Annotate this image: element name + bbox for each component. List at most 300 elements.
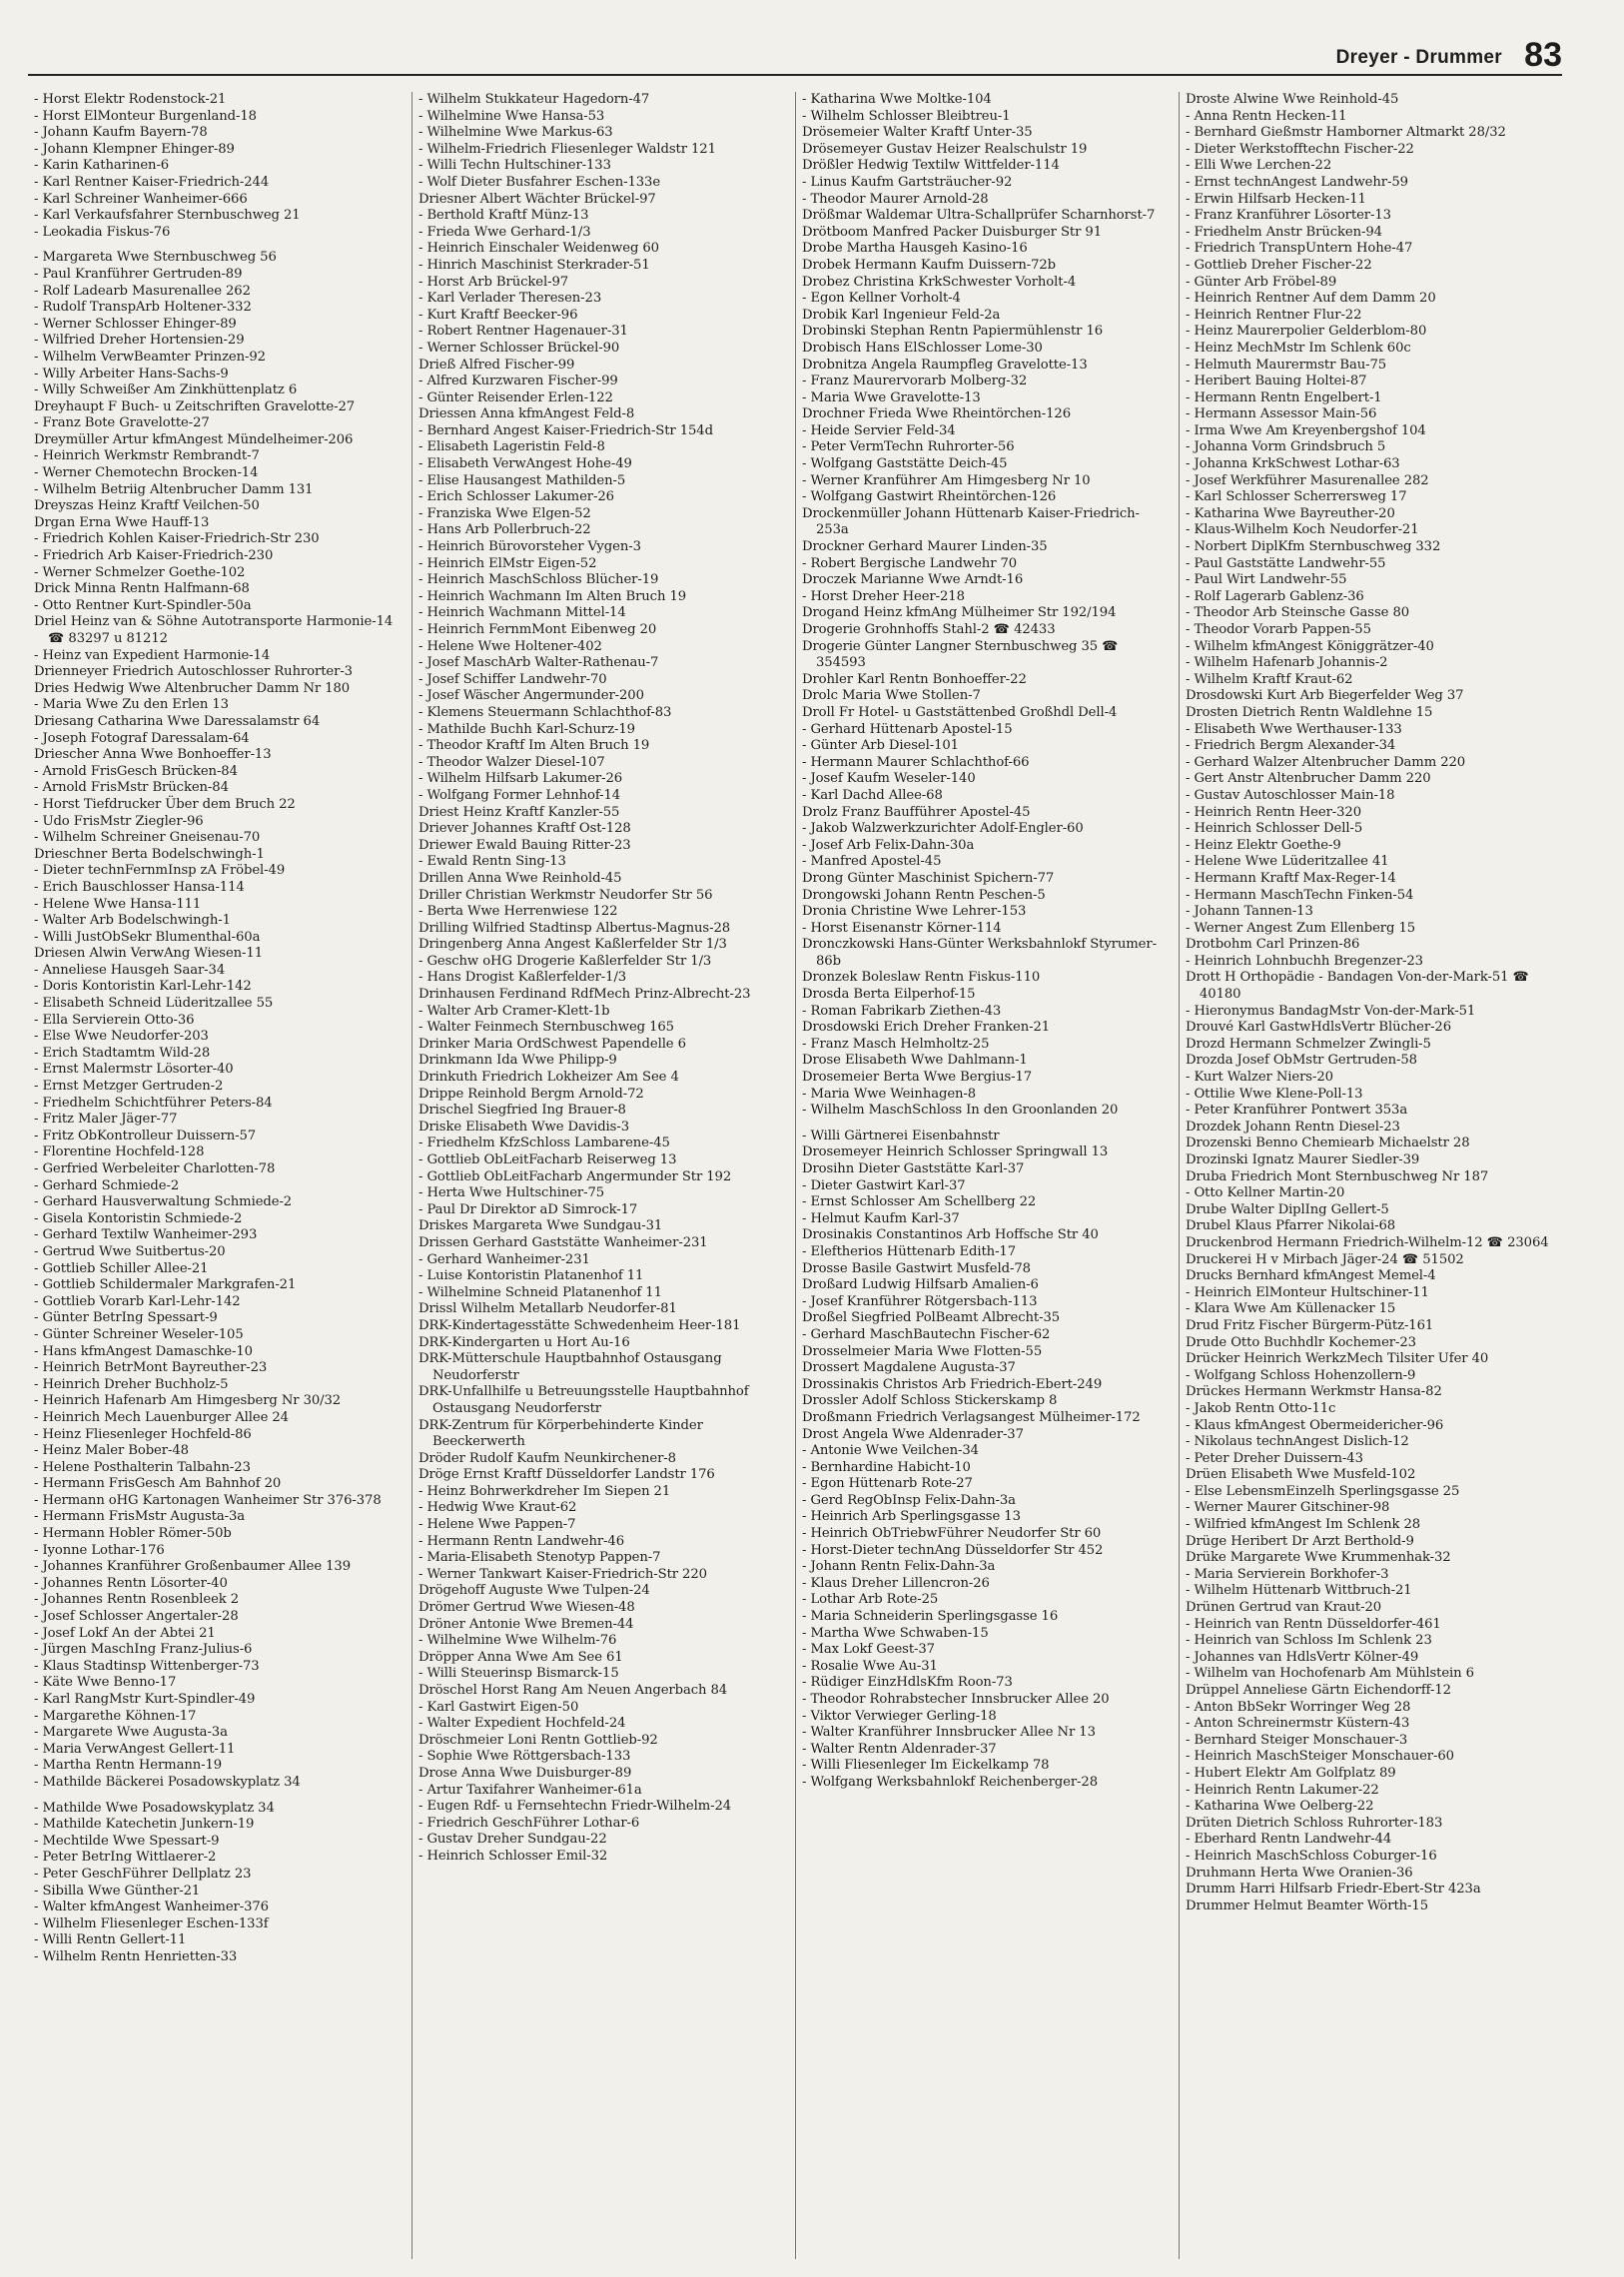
- directory-entry: - Gustav Autoschlosser Main-18: [1186, 787, 1395, 803]
- directory-entry: - Johanna Vorm Grindsbruch 5: [1186, 439, 1386, 455]
- directory-entry: Driller Christian Werkmstr Neudorfer Str 56: [418, 887, 713, 903]
- directory-entry: - Friedrich Arb Kaiser-Friedrich-230: [34, 548, 274, 564]
- directory-entry: - Josef Lokf An der Abtei 21: [34, 1625, 216, 1641]
- directory-entry: - Hermann FrisMstr Augusta-3a: [34, 1509, 245, 1525]
- directory-entry: - Rolf Lagerarb Gablenz-36: [1186, 588, 1364, 604]
- directory-entry: - Wolfgang Former Lehnhof-14: [418, 787, 621, 803]
- directory-entry: - Helmuth Maurermstr Bau-75: [1186, 357, 1387, 373]
- directory-entry: Driesen Alwin VerwAng Wiesen-11: [34, 946, 263, 962]
- directory-entry: Droste Alwine Wwe Reinhold-45: [1186, 92, 1399, 107]
- directory-entry: Dreymüller Artur kfmAngest Mündelheimer-206: [34, 431, 354, 447]
- directory-entry: Dronzek Boleslaw Rentn Fiskus-110: [802, 970, 1041, 986]
- directory-entry: - Heinrich Arb Sperlingsgasse 13: [802, 1509, 1021, 1525]
- directory-entry: Driske Elisabeth Wwe Davidis-3: [418, 1119, 629, 1135]
- directory-entry: - Heinrich Dreher Buchholz-5: [34, 1376, 229, 1392]
- directory-entry: Dronia Christine Wwe Lehrer-153: [802, 904, 1027, 920]
- directory-entry: - Heinrich MaschSchloss Coburger-16: [1186, 1848, 1437, 1864]
- directory-entry: Droßel Siegfried PolBeamt Albrecht-35: [802, 1310, 1061, 1326]
- directory-entry: - Roman Fabrikarb Ziethen-43: [802, 1003, 1002, 1019]
- directory-entry: Dröner Antonie Wwe Bremen-44: [418, 1616, 634, 1632]
- directory-entry: Driest Heinz Kraftf Kanzler-55: [418, 804, 620, 820]
- directory-entry: Drockenmüller Johann Hüttenarb Kaiser-Friedrich-253a: [802, 505, 1140, 538]
- directory-entry: - Elisabeth Lageristin Feld-8: [418, 439, 605, 455]
- directory-entry: Drobez Christina KrkSchwester Vorholt-4: [802, 274, 1077, 290]
- directory-entry: - Käte Wwe Benno-17: [34, 1675, 177, 1691]
- directory-entry: - Frieda Wwe Gerhard-1/3: [418, 224, 591, 240]
- directory-entry: Drogerie Günter Langner Sternbuschweg 35 ☎ 354593: [802, 638, 1119, 671]
- directory-entry: Drouvé Karl GastwHdlsVertr Blücher-26: [1186, 1020, 1452, 1036]
- directory-entry: Drosse Basile Gastwirt Musfeld-78: [802, 1260, 1031, 1276]
- directory-entry: - Gottlieb ObLeitFacharb Reiserweg 13: [418, 1152, 677, 1167]
- directory-entry: - Johannes Kranführer Großenbaumer Allee 139: [34, 1559, 351, 1575]
- directory-entry: Driskes Margareta Wwe Sundgau-31: [418, 1218, 663, 1234]
- directory-entry: - Iyonne Lothar-176: [34, 1542, 165, 1558]
- directory-entry: - Heinrich ObTriebwFührer Neudorfer Str 60: [802, 1526, 1102, 1542]
- directory-entry: - Josef MaschArb Walter-Rathenau-7: [418, 655, 659, 671]
- directory-entry: - Walter Kranführer Innsbrucker Allee Nr 13: [802, 1725, 1096, 1741]
- directory-entry: - Wilhelm MaschSchloss In den Groonlanden 20: [802, 1103, 1119, 1119]
- directory-entry: - Walter Arb Cramer-Klett-1b: [418, 1003, 610, 1019]
- directory-entry: - Johannes Rentn Rosenbleek 2: [34, 1592, 240, 1608]
- directory-entry: Drobnitza Angela Raumpfleg Gravelotte-13: [802, 357, 1088, 373]
- directory-entry: - Wolfgang Schloss Hohenzollern-9: [1186, 1367, 1416, 1383]
- directory-entry: - Theodor Kraftf Im Alten Bruch 19: [418, 738, 650, 754]
- directory-entry: - Klaus kfmAngest Obermeidericher-96: [1186, 1417, 1444, 1433]
- directory-column-1: [28, 92, 411, 2259]
- directory-entry: - Jakob Rentn Otto-11c: [1186, 1400, 1336, 1416]
- directory-entry: Dronczkowski Hans-Günter Werksbahnlokf Styrumer-86b: [802, 937, 1157, 969]
- directory-entry: - Wolfgang Gastwirt Rheintörchen-126: [802, 489, 1057, 505]
- directory-entry: Drüten Dietrich Schloss Ruhrorter-183: [1186, 1815, 1443, 1831]
- directory-entry: - Wilhelm Schlosser Bleibtreu-1: [802, 108, 1011, 124]
- directory-entry: Drosihn Dieter Gaststätte Karl-37: [802, 1161, 1025, 1176]
- directory-entry: - Alfred Kurzwaren Fischer-99: [418, 374, 618, 389]
- directory-entry: Drossler Adolf Schloss Stickerskamp 8: [802, 1393, 1058, 1409]
- directory-entry: - Karl RangMstr Kurt-Spindler-49: [34, 1692, 256, 1707]
- directory-entry: Dröge Ernst Kraftf Düsseldorfer Landstr 176: [418, 1467, 715, 1483]
- directory-entry: - Jürgen MaschIng Franz-Julius-6: [34, 1642, 253, 1658]
- directory-entry: - Anton Schreinermstr Küstern-43: [1186, 1716, 1410, 1732]
- directory-entry: Driel Heinz van & Söhne Autotransporte Harmonie-14 ☎ 83297 u 81212: [34, 614, 394, 646]
- directory-entry: - Wilhelm Rentn Henrietten-33: [34, 1948, 238, 1964]
- directory-entry: - Wilhelm Betriig Altenbrucher Damm 131: [34, 481, 314, 497]
- directory-entry: Drossinakis Christos Arb Friedrich-Ebert-249: [802, 1376, 1103, 1392]
- directory-entry: - Elise Hausangest Mathilden-5: [418, 472, 626, 488]
- directory-entry: Drosinakis Constantinos Arb Hoffsche Str 40: [802, 1227, 1099, 1243]
- directory-entry: - Udo FrisMstr Ziegler-96: [34, 813, 204, 829]
- directory-entry: Drosda Berta Eilperhof-15: [802, 987, 976, 1003]
- directory-entry: - Karl Verlader Theresen-23: [418, 291, 602, 307]
- directory-entry: - Hedwig Wwe Kraut-62: [418, 1500, 577, 1516]
- directory-column-2: [411, 92, 795, 2259]
- directory-entry: - Theodor Rohrabstecher Innsbrucker Allee 20: [802, 1692, 1110, 1707]
- directory-entry: Drobik Karl Ingenieur Feld-2a: [802, 307, 1001, 323]
- directory-entry: - Gerhard Wanheimer-231: [418, 1251, 590, 1267]
- directory-entry: Driesner Albert Wächter Brückel-97: [418, 191, 656, 207]
- directory-entry: Drud Fritz Fischer Bürgerm-Pütz-161: [1186, 1317, 1434, 1333]
- directory-entry: - Arnold FrisMstr Brücken-84: [34, 780, 229, 796]
- directory-entry: - Ewald Rentn Sing-13: [418, 854, 566, 870]
- directory-entry: Droßmann Friedrich Verlagsangest Mülheimer-172: [802, 1409, 1141, 1425]
- directory-entry: - Horst-Dieter technAng Düsseldorfer Str 452: [802, 1542, 1104, 1558]
- directory-entry: DRK-Unfallhilfe u Betreuungsstelle Hauptbahnhof Ostausgang Neudorferstr: [418, 1384, 749, 1416]
- directory-entry: - Wolfgang Gaststätte Deich-45: [802, 456, 1008, 472]
- directory-entry: Driescher Anna Wwe Bonhoeffer-13: [34, 747, 272, 763]
- directory-entry: - Arnold FrisGesch Brücken-84: [34, 763, 238, 779]
- directory-entry: - Mathilde Wwe Posadowskyplatz 34: [34, 1800, 275, 1816]
- directory-entry: - Herta Wwe Hultschiner-75: [418, 1185, 605, 1201]
- directory-entry: - Günter Reisender Erlen-122: [418, 389, 613, 405]
- directory-entry: - Irma Wwe Am Kreyenbergshof 104: [1186, 422, 1426, 438]
- directory-entry: - Wilhelm van Hochofenarb Am Mühlstein 6: [1186, 1666, 1474, 1682]
- directory-entry: - Erwin Hilfsarb Hecken-11: [1186, 191, 1366, 207]
- directory-entry: - Ernst Schlosser Am Schellberg 22: [802, 1194, 1037, 1210]
- directory-entry: - Heinrich FernmMont Eibenweg 20: [418, 622, 657, 637]
- directory-entry: - Florentine Hochfeld-128: [34, 1144, 205, 1160]
- directory-entry: - Robert Rentner Hagenauer-31: [418, 324, 628, 340]
- directory-entry: - Linus Kaufm Gartsträucher-92: [802, 174, 1013, 190]
- directory-entry: Drong Günter Maschinist Spichern-77: [802, 870, 1055, 886]
- directory-entry: Drosemeyer Heinrich Schlosser Springwall 13: [802, 1144, 1109, 1160]
- directory-entry: Drieschner Berta Bodelschwingh-1: [34, 846, 265, 862]
- directory-entry: - Heinz Bohrwerkdreher Im Siepen 21: [418, 1483, 671, 1499]
- directory-columns: [28, 92, 1562, 2259]
- directory-entry: - Johann Tannen-13: [1186, 904, 1313, 920]
- directory-entry: - Friedrich Bergm Alexander-34: [1186, 738, 1396, 754]
- directory-entry: Drose Elisabeth Wwe Dahlmann-1: [802, 1053, 1028, 1069]
- directory-entry: Drüppel Anneliese Gärtn Eichendorff-12: [1186, 1683, 1451, 1698]
- directory-entry: - Ottilie Wwe Klene-Poll-13: [1186, 1086, 1363, 1102]
- directory-entry: - Karl Rentner Kaiser-Friedrich-244: [34, 174, 270, 190]
- directory-entry: - Ernst technAngest Landwehr-59: [1186, 174, 1408, 190]
- directory-entry: Drüke Margarete Wwe Krummenhak-32: [1186, 1550, 1451, 1566]
- directory-entry: - Wilhelmine Wwe Wilhelm-76: [418, 1633, 617, 1649]
- directory-entry: - Josef Werkführer Masurenallee 282: [1186, 472, 1429, 488]
- directory-entry: - Wilfried Dreher Hortensien-29: [34, 333, 245, 349]
- directory-entry: Drünen Gertrud van Kraut-20: [1186, 1600, 1382, 1616]
- directory-entry: - Heinz Maler Bober-48: [34, 1443, 189, 1459]
- directory-entry: - Josef Arb Felix-Dahn-30a: [802, 837, 975, 853]
- directory-entry: - Gerhard Textilw Wanheimer-293: [34, 1227, 258, 1243]
- directory-entry: - Horst Eisenanstr Körner-114: [802, 920, 1002, 936]
- directory-entry: - Werner Schlosser Brückel-90: [418, 340, 620, 356]
- directory-entry: - Horst Tiefdrucker Über dem Bruch 22: [34, 796, 296, 812]
- directory-entry: Drieß Alfred Fischer-99: [418, 357, 575, 373]
- directory-entry: - Fritz ObKontrolleur Duissern-57: [34, 1128, 257, 1143]
- directory-entry: Drude Otto Buchhdlr Kochemer-23: [1186, 1334, 1416, 1350]
- directory-entry: - Josef Kranführer Rötgersbach-113: [802, 1293, 1038, 1309]
- directory-entry: - Werner Schlosser Ehinger-89: [34, 316, 237, 332]
- directory-entry: - Johannes Rentn Lösorter-40: [34, 1575, 228, 1591]
- directory-entry: - Heide Servier Feld-34: [802, 422, 956, 438]
- directory-entry: - Wilhelmine Wwe Markus-63: [418, 125, 613, 141]
- directory-entry: - Horst Dreher Heer-218: [802, 588, 965, 604]
- directory-entry: - Jakob Walzwerkzurichter Adolf-Engler-60: [802, 821, 1084, 837]
- directory-entry: - Gottlieb Dreher Fischer-22: [1186, 257, 1372, 273]
- running-title: Dreyer - Drummer: [1335, 47, 1502, 68]
- directory-entry: - Elisabeth Wwe Werthauser-133: [1186, 721, 1402, 737]
- directory-entry: Drückes Hermann Werkmstr Hansa-82: [1186, 1384, 1442, 1400]
- directory-entry: - Viktor Verwieger Gerling-18: [802, 1708, 997, 1724]
- directory-entry: - Wilhelm Kraftf Kraut-62: [1186, 671, 1353, 687]
- directory-entry: - Günter Arb Diesel-101: [802, 738, 959, 754]
- directory-entry: Drissl Wilhelm Metallarb Neudorfer-81: [418, 1301, 677, 1317]
- directory-entry: - Dieter Gastwirt Karl-37: [802, 1177, 966, 1193]
- directory-entry: - Rüdiger EinzHdlsKfm Roon-73: [802, 1675, 1013, 1691]
- directory-entry: Drinker Maria OrdSchwest Papendelle 6: [418, 1036, 686, 1052]
- page-header: [28, 28, 1562, 76]
- directory-entry: Drobe Martha Hausgeh Kasino-16: [802, 241, 1028, 257]
- directory-entry: Dröschel Horst Rang Am Neuen Angerbach 84: [418, 1683, 728, 1698]
- directory-entry: Drosselmeier Maria Wwe Flotten-55: [802, 1343, 1043, 1359]
- directory-entry: - Werner Angest Zum Ellenberg 15: [1186, 920, 1416, 936]
- page-number: 83: [1524, 36, 1562, 74]
- directory-entry: - Antonie Wwe Veilchen-34: [802, 1443, 979, 1459]
- directory-entry: Driessen Anna kfmAngest Feld-8: [418, 406, 635, 422]
- directory-entry: Drößler Hedwig Textilw Wittfelder-114: [802, 158, 1060, 174]
- directory-entry: Drose Anna Wwe Duisburger-89: [418, 1765, 632, 1781]
- directory-entry: Driewer Ewald Bauing Ritter-23: [418, 837, 631, 853]
- directory-entry: Druhmann Herta Wwe Oranien-36: [1186, 1865, 1413, 1881]
- directory-entry: - Heinrich MaschSchloss Blücher-19: [418, 572, 659, 588]
- directory-entry: - Karl Dachd Allee-68: [802, 787, 943, 803]
- directory-entry: - Hermann MaschTechn Finken-54: [1186, 887, 1414, 903]
- directory-entry: - Nikolaus technAngest Dislich-12: [1186, 1434, 1409, 1450]
- directory-entry: - Margareta Wwe Sternbuschweg 56: [34, 250, 277, 266]
- directory-entry: - Robert Bergische Landwehr 70: [802, 555, 1018, 571]
- directory-entry: - Geschw oHG Drogerie Kaßlerfelder Str 1/3: [418, 953, 712, 969]
- directory-entry: Drösemeyer Gustav Heizer Realschulstr 19: [802, 141, 1088, 157]
- directory-entry: Drockner Gerhard Maurer Linden-35: [802, 539, 1048, 555]
- directory-entry: - Gisela Kontoristin Schmiede-2: [34, 1210, 243, 1226]
- directory-entry: - Heinrich Wachmann Mittel-14: [418, 605, 626, 621]
- directory-entry: - Werner Chemotechn Brocken-14: [34, 465, 259, 481]
- directory-entry: - Wilhelm-Friedrich Fliesenleger Waldstr 121: [418, 141, 716, 157]
- directory-entry: - Otto Kellner Martin-20: [1186, 1185, 1345, 1201]
- directory-entry: - Walter Arb Bodelschwingh-1: [34, 913, 231, 929]
- directory-entry: - Werner Maurer Gitschiner-98: [1186, 1500, 1390, 1516]
- directory-entry: - Heinrich Einschaler Weidenweg 60: [418, 241, 659, 257]
- directory-entry: DRK-Kindergarten u Hort Au-16: [418, 1334, 630, 1350]
- directory-entry: - Hermann oHG Kartonagen Wanheimer Str 376-378: [34, 1492, 382, 1508]
- directory-entry: Drossert Magdalene Augusta-37: [802, 1360, 1016, 1376]
- directory-entry: - Wilhelm VerwBeamter Prinzen-92: [34, 349, 266, 365]
- directory-entry: - Johann Rentn Felix-Dahn-3a: [802, 1559, 996, 1575]
- directory-entry: - Norbert DiplKfm Sternbuschweg 332: [1186, 539, 1441, 555]
- directory-entry: - Franz Maurervorarb Molberg-32: [802, 374, 1028, 389]
- directory-entry: Drucks Bernhard kfmAngest Memel-4: [1186, 1268, 1436, 1284]
- directory-entry: - Karl Schlosser Scherrersweg 17: [1186, 489, 1407, 505]
- directory-entry: - Peter BetrIng Wittlaerer-2: [34, 1850, 217, 1866]
- directory-entry: Drobinski Stephan Rentn Papiermühlenstr 16: [802, 324, 1104, 340]
- directory-entry: Dröschmeier Loni Rentn Gottlieb-92: [418, 1732, 658, 1748]
- directory-entry: - Maria Wwe Weinhagen-8: [802, 1086, 977, 1102]
- directory-entry: - Heinrich Wachmann Im Alten Bruch 19: [418, 588, 687, 604]
- directory-entry: Droßard Ludwig Hilfsarb Amalien-6: [802, 1277, 1039, 1293]
- directory-entry: Drienneyer Friedrich Autoschlosser Ruhrorter-3: [34, 664, 353, 680]
- directory-entry: - Wilhelm Hafenarb Johannis-2: [1186, 655, 1388, 671]
- directory-entry: Drgan Erna Wwe Hauff-13: [34, 514, 210, 530]
- directory-entry: - Joseph Fotograf Daressalam-64: [34, 730, 250, 746]
- directory-entry: - Mathilde Buchh Karl-Schurz-19: [418, 721, 635, 737]
- directory-entry: - Hermann FrisGesch Am Bahnhof 20: [34, 1476, 282, 1492]
- directory-entry: - Helene Wwe Holtener-402: [418, 638, 602, 654]
- directory-entry: Drozenski Benno Chemiearb Michaelstr 28: [1186, 1136, 1470, 1151]
- directory-entry: Dries Hedwig Wwe Altenbrucher Damm Nr 180: [34, 680, 351, 696]
- directory-entry: Driever Johannes Kraftf Ost-128: [418, 821, 631, 837]
- directory-entry: - Heinrich Lohnbuchh Bregenzer-23: [1186, 953, 1423, 969]
- directory-entry: - Helene Posthalterin Talbahn-23: [34, 1459, 251, 1475]
- directory-entry: Drongowski Johann Rentn Peschen-5: [802, 887, 1046, 903]
- directory-entry: Drozinski Ignatz Maurer Siedler-39: [1186, 1152, 1420, 1167]
- directory-entry: - Maria-Elisabeth Stenotyp Pappen-7: [418, 1550, 661, 1566]
- directory-entry: - Hieronymus BandagMstr Von-der-Mark-51: [1186, 1003, 1476, 1019]
- directory-entry: - Heribert Bauing Holtei-87: [1186, 374, 1367, 389]
- directory-entry: - Theodor Walzer Diesel-107: [418, 754, 605, 770]
- directory-entry: - Anna Rentn Hecken-11: [1186, 108, 1347, 124]
- directory-entry: - Klaus Dreher Lillencron-26: [802, 1575, 990, 1591]
- directory-entry: - Friedrich Kohlen Kaiser-Friedrich-Str 230: [34, 531, 320, 547]
- directory-entry: - Josef Schlosser Angertaler-28: [34, 1609, 239, 1625]
- directory-entry: - Heinrich Schlosser Emil-32: [418, 1848, 608, 1864]
- directory-entry: - Gottlieb Vorarb Karl-Lehr-142: [34, 1293, 241, 1309]
- directory-entry: - Luise Kontoristin Platanenhof 11: [418, 1268, 644, 1284]
- directory-entry: Drissen Gerhard Gaststätte Wanheimer-231: [418, 1234, 708, 1250]
- directory-entry: Drößmar Waldemar Ultra-Schallprüfer Scharnhorst-7: [802, 208, 1156, 224]
- directory-entry: Drischel Siegfried Ing Brauer-8: [418, 1103, 626, 1119]
- directory-entry: Drozdek Johann Rentn Diesel-23: [1186, 1119, 1400, 1135]
- directory-entry: - Gert Anstr Altenbrucher Damm 220: [1186, 771, 1431, 787]
- directory-entry: Drogerie Grohnhoffs Stahl-2 ☎ 42433: [802, 622, 1056, 637]
- directory-entry: - Walter Feinmech Sternbuschweg 165: [418, 1020, 674, 1036]
- directory-entry: Drötboom Manfred Packer Duisburger Str 91: [802, 224, 1102, 240]
- directory-entry: - Wilhelm Schreiner Gneisenau-70: [34, 830, 261, 846]
- directory-entry: - Maria Wwe Gravelotte-13: [802, 389, 981, 405]
- directory-entry: - Helene Wwe Lüderitzallee 41: [1186, 854, 1389, 870]
- directory-entry: - Horst ElMonteur Burgenland-18: [34, 108, 257, 124]
- directory-entry: - Erich Stadtamtm Wild-28: [34, 1045, 211, 1061]
- directory-entry: - Rolf Ladearb Masurenallee 262: [34, 283, 251, 299]
- directory-entry: - Peter Dreher Duissern-43: [1186, 1450, 1363, 1466]
- directory-entry: Drinkuth Friedrich Lokheizer Am See 4: [418, 1070, 679, 1086]
- directory-entry: - Hans Drogist Kaßlerfelder-1/3: [418, 970, 627, 986]
- directory-entry: - Karl Gastwirt Eigen-50: [418, 1699, 579, 1715]
- directory-entry: - Hubert Elektr Am Golfplatz 89: [1186, 1765, 1396, 1781]
- directory-entry: - Eberhard Rentn Landwehr-44: [1186, 1832, 1392, 1848]
- directory-entry: - Mathilde Bäckerei Posadowskyplatz 34: [34, 1774, 301, 1790]
- directory-entry: - Friedhelm KfzSchloss Lambarene-45: [418, 1136, 670, 1151]
- directory-entry: Drozd Hermann Schmelzer Zwingli-5: [1186, 1036, 1431, 1052]
- directory-entry: Drosemeier Berta Wwe Bergius-17: [802, 1070, 1033, 1086]
- directory-entry: Drotbohm Carl Prinzen-86: [1186, 937, 1360, 953]
- directory-entry: - Heinz van Expedient Harmonie-14: [34, 647, 271, 663]
- directory-entry: - Hans Arb Pollerbruch-22: [418, 522, 591, 538]
- directory-entry: DRK-Zentrum für Körperbehinderte Kinder Beeckerwerth: [418, 1417, 703, 1450]
- directory-entry: - Heinz MechMstr Im Schlenk 60c: [1186, 340, 1411, 356]
- directory-entry: - Doris Kontoristin Karl-Lehr-142: [34, 979, 252, 995]
- directory-entry: - Hermann Assessor Main-56: [1186, 406, 1377, 422]
- directory-entry: - Sibilla Wwe Günther-21: [34, 1883, 201, 1898]
- directory-entry: - Maria Servierein Borkhofer-3: [1186, 1566, 1389, 1582]
- directory-entry: Droczek Marianne Wwe Arndt-16: [802, 572, 1024, 588]
- directory-entry: - Heinrich Mech Lauenburger Allee 24: [34, 1409, 289, 1425]
- directory-entry: - Heinrich BetrMont Bayreuther-23: [34, 1360, 268, 1376]
- directory-entry: - Elisabeth VerwAngest Hohe-49: [418, 456, 632, 472]
- directory-entry: Drube Walter DiplIng Gellert-5: [1186, 1201, 1389, 1217]
- directory-entry: Drosdowski Kurt Arb Biegerfelder Weg 37: [1186, 688, 1464, 704]
- directory-entry: - Maria Wwe Zu den Erlen 13: [34, 697, 229, 713]
- directory-entry: - Gerhard Hausverwaltung Schmiede-2: [34, 1194, 293, 1210]
- directory-entry: - Artur Taxifahrer Wanheimer-61a: [418, 1782, 642, 1798]
- directory-entry: - Bernhard Gießmstr Hamborner Altmarkt 28/32: [1186, 125, 1506, 141]
- directory-entry: - Leokadia Fiskus-76: [34, 224, 171, 240]
- directory-entry: - Peter Kranführer Pontwert 353a: [1186, 1103, 1408, 1119]
- directory-entry: - Willi JustObSekr Blumenthal-60a: [34, 929, 261, 945]
- directory-entry: - Rosalie Wwe Au-31: [802, 1658, 938, 1674]
- directory-entry: - Peter VermTechn Ruhrorter-56: [802, 439, 1015, 455]
- directory-entry: Drögehoff Auguste Wwe Tulpen-24: [418, 1583, 650, 1599]
- directory-entry: Drinhausen Ferdinand RdfMech Prinz-Albrecht-23: [418, 987, 751, 1003]
- directory-entry: - Gerfried Werbeleiter Charlotten-78: [34, 1161, 276, 1176]
- directory-entry: - Friedrich GeschFührer Lothar-6: [418, 1815, 640, 1831]
- directory-entry: - Otto Rentner Kurt-Spindler-50a: [34, 597, 252, 613]
- directory-entry: Drillen Anna Wwe Reinhold-45: [418, 870, 622, 886]
- directory-entry: Dreyhaupt F Buch- u Zeitschriften Gravelotte-27: [34, 398, 356, 414]
- directory-entry: - Wilhelm Stukkateur Hagedorn-47: [418, 92, 650, 107]
- directory-entry: Druckerei H v Mirbach Jäger-24 ☎ 51502: [1186, 1251, 1464, 1267]
- directory-entry: - Karin Katharinen-6: [34, 158, 170, 174]
- directory-entry: - Heinz Maurerpolier Gelderblom-80: [1186, 324, 1427, 340]
- directory-entry: - Friedhelm Anstr Brücken-94: [1186, 224, 1382, 240]
- directory-entry: - Heinrich ElMstr Eigen-52: [418, 555, 597, 571]
- directory-entry: - Klaus-Wilhelm Koch Neudorfer-21: [1186, 522, 1419, 538]
- directory-entry: - Friedrich TranspUntern Hohe-47: [1186, 241, 1413, 257]
- directory-entry: - Ernst Malermstr Lösorter-40: [34, 1062, 234, 1078]
- directory-entry: - Bernhard Angest Kaiser-Friedrich-Str 154d: [418, 422, 713, 438]
- directory-entry: - Josef Wäscher Angermunder-200: [418, 688, 644, 704]
- directory-entry: - Klaus Stadtinsp Wittenberger-73: [34, 1658, 260, 1674]
- directory-entry: - Werner Schmelzer Goethe-102: [34, 564, 246, 580]
- directory-entry: - Gottlieb ObLeitFacharb Angermunder Str 192: [418, 1168, 732, 1184]
- directory-entry: - Hermann Rentn Engelbert-1: [1186, 389, 1382, 405]
- directory-entry: - Heinrich Schlosser Dell-5: [1186, 821, 1363, 837]
- directory-entry: - Gerhard Walzer Altenbrucher Damm 220: [1186, 754, 1466, 770]
- directory-entry: - Günter Schreiner Weseler-105: [34, 1326, 244, 1342]
- directory-entry: - Friedhelm Schichtführer Peters-84: [34, 1095, 273, 1111]
- directory-entry: - Fritz Maler Jäger-77: [34, 1112, 178, 1128]
- directory-entry: - Heinrich van Schloss Im Schlenk 23: [1186, 1633, 1432, 1649]
- directory-entry: - Martha Rentn Hermann-19: [34, 1758, 223, 1774]
- directory-entry: - Anneliese Hausgeh Saar-34: [34, 962, 226, 978]
- directory-entry: - Willy Schweißer Am Zinkhüttenplatz 6: [34, 382, 298, 398]
- directory-entry: Dröpper Anna Wwe Am See 61: [418, 1649, 623, 1665]
- directory-entry: - Franz Masch Helmholtz-25: [802, 1036, 990, 1052]
- directory-entry: - Rudolf TranspArb Holtener-332: [34, 300, 252, 316]
- directory-entry: - Heinrich ElMonteur Hultschiner-11: [1186, 1284, 1429, 1300]
- directory-entry: - Paul Wirt Landwehr-55: [1186, 572, 1347, 588]
- directory-entry: - Günter BetrIng Spessart-9: [34, 1310, 218, 1326]
- directory-entry: - Heinrich Hafenarb Am Himgesberg Nr 30/32: [34, 1393, 342, 1409]
- directory-entry: Drosten Dietrich Rentn Waldlehne 15: [1186, 704, 1433, 720]
- directory-entry: - Wilhelm Hilfsarb Lakumer-26: [418, 771, 623, 787]
- directory-entry: - Theodor Vorarb Pappen-55: [1186, 622, 1371, 637]
- directory-entry: - Maria VerwAngest Gellert-11: [34, 1741, 236, 1757]
- directory-entry: - Günter Arb Fröbel-89: [1186, 274, 1337, 290]
- directory-entry: - Martha Wwe Schwaben-15: [802, 1625, 989, 1641]
- directory-entry: Drobek Hermann Kaufm Duissern-72b: [802, 257, 1056, 273]
- directory-entry: - Gerhard MaschBautechn Fischer-62: [802, 1326, 1051, 1342]
- directory-entry: Drinkmann Ida Wwe Philipp-9: [418, 1053, 617, 1069]
